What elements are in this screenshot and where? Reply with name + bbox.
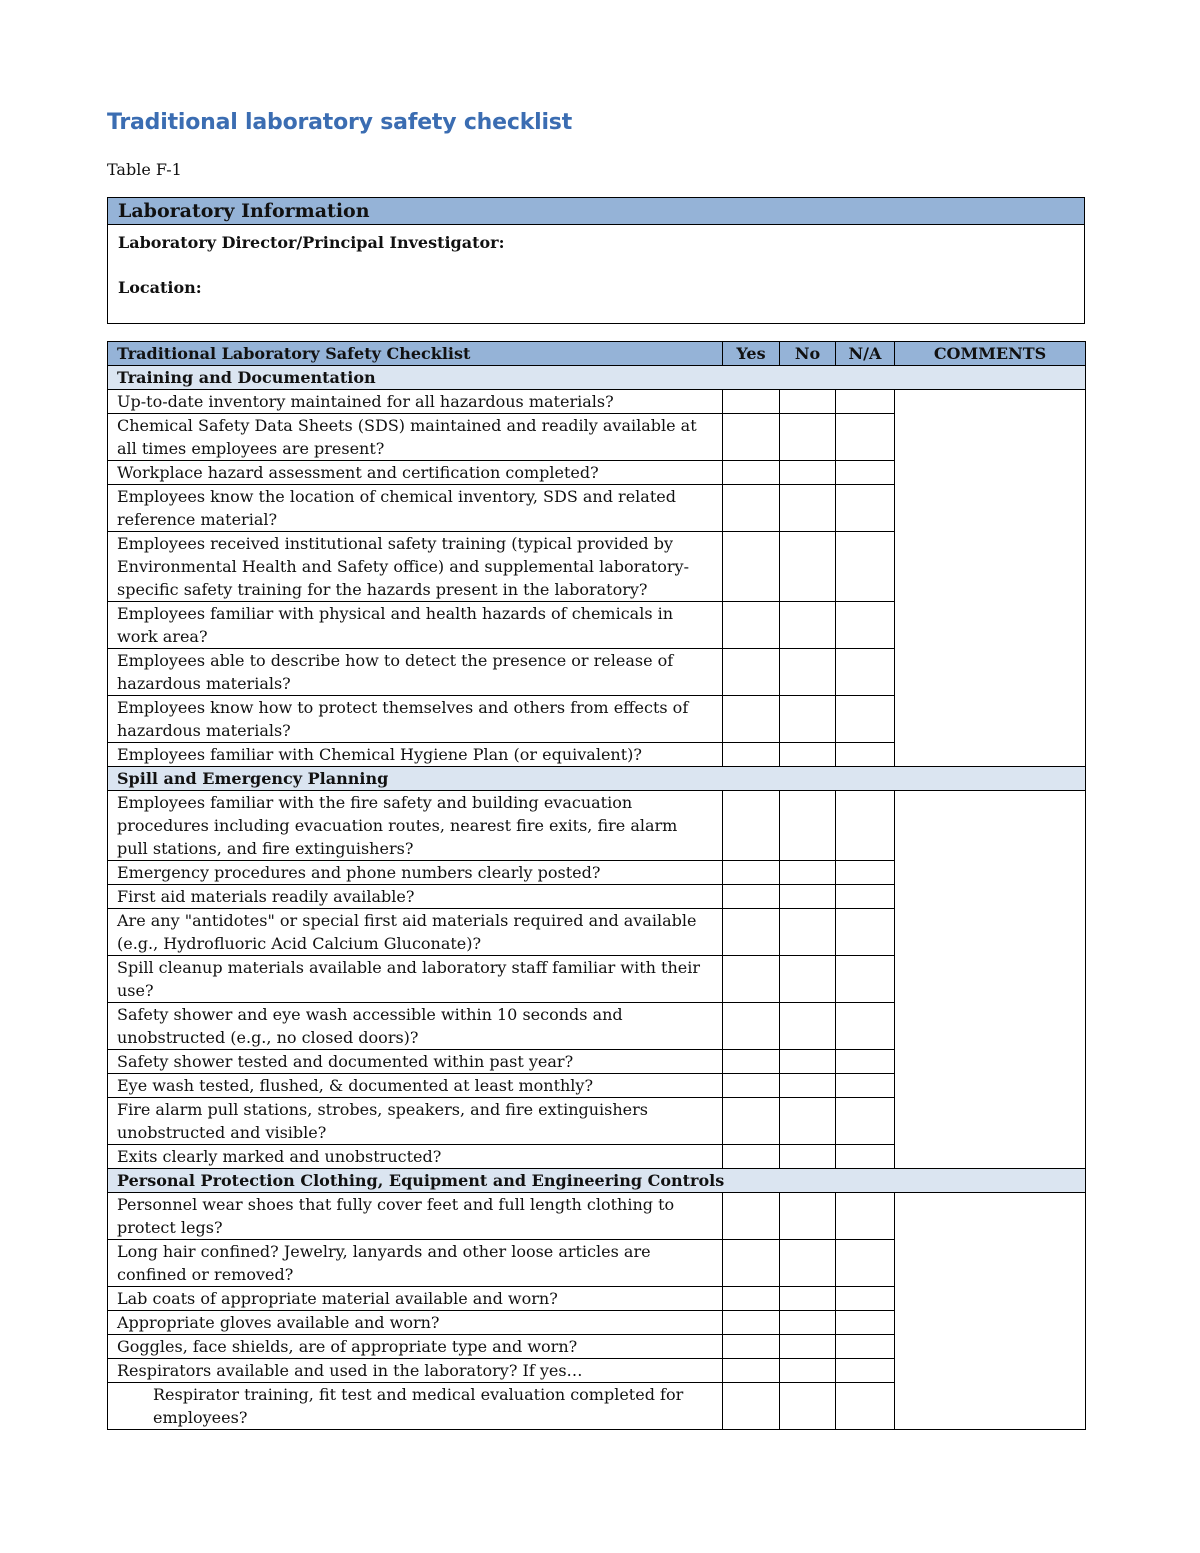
checklist-row <box>108 1193 1086 1240</box>
header-item: Traditional Laboratory Safety Checklist <box>108 342 723 366</box>
na-cell[interactable] <box>836 1193 895 1240</box>
no-cell[interactable] <box>780 485 836 532</box>
na-cell[interactable] <box>836 532 895 602</box>
na-cell[interactable] <box>836 1335 895 1359</box>
checklist-question: Employees familiar with Chemical Hygiene Plan (or equivalent)? <box>108 743 723 767</box>
na-cell[interactable] <box>836 909 895 956</box>
checklist-question: Emergency procedures and phone numbers clearly posted? <box>108 861 723 885</box>
checklist-question: Exits clearly marked and unobstructed? <box>108 1145 723 1169</box>
na-cell[interactable] <box>836 956 895 1003</box>
checklist-question: Personnel wear shoes that fully cover feet and full length clothing to protect legs? <box>108 1193 723 1240</box>
yes-cell[interactable] <box>723 861 780 885</box>
no-cell[interactable] <box>780 1145 836 1169</box>
no-cell[interactable] <box>780 1003 836 1050</box>
no-cell[interactable] <box>780 649 836 696</box>
no-cell[interactable] <box>780 885 836 909</box>
info-heading: Laboratory Information <box>108 198 1085 225</box>
no-cell[interactable] <box>780 1098 836 1145</box>
section-row <box>108 767 1086 791</box>
no-cell[interactable] <box>780 602 836 649</box>
checklist-question: Fire alarm pull stations, strobes, speakers, and fire extinguishers unobstructed and visible? <box>108 1098 723 1145</box>
no-cell[interactable] <box>780 1359 836 1383</box>
checklist-question: Up-to-date inventory maintained for all hazardous materials? <box>108 390 723 414</box>
na-cell[interactable] <box>836 1383 895 1430</box>
na-cell[interactable] <box>836 1145 895 1169</box>
yes-cell[interactable] <box>723 1074 780 1098</box>
section-row <box>108 1169 1086 1193</box>
no-cell[interactable] <box>780 791 836 861</box>
na-cell[interactable] <box>836 743 895 767</box>
no-cell[interactable] <box>780 1074 836 1098</box>
na-cell[interactable] <box>836 1287 895 1311</box>
yes-cell[interactable] <box>723 602 780 649</box>
na-cell[interactable] <box>836 1003 895 1050</box>
checklist-row <box>108 390 1086 414</box>
no-cell[interactable] <box>780 1193 836 1240</box>
checklist-question: Safety shower and eye wash accessible within 10 seconds and unobstructed (e.g., no closed doors)? <box>108 1003 723 1050</box>
section-row <box>108 366 1086 390</box>
no-cell[interactable] <box>780 1240 836 1287</box>
checklist-question: Goggles, face shields, are of appropriate type and worn? <box>108 1335 723 1359</box>
checklist-question: First aid materials readily available? <box>108 885 723 909</box>
laboratory-info-table <box>107 197 1085 324</box>
checklist-question: Employees familiar with the fire safety and building evacuation procedures including evacuation routes, nearest fire exits, fire alarm pull stations, and fire extinguishers? <box>108 791 723 861</box>
no-cell[interactable] <box>780 414 836 461</box>
yes-cell[interactable] <box>723 485 780 532</box>
checklist-question: Respirators available and used in the laboratory? If yes… <box>108 1359 723 1383</box>
header-no: No <box>780 342 836 366</box>
yes-cell[interactable] <box>723 1287 780 1311</box>
info-body <box>108 225 1085 324</box>
yes-cell[interactable] <box>723 1240 780 1287</box>
header-na: N/A <box>836 342 895 366</box>
no-cell[interactable] <box>780 461 836 485</box>
checklist-question: Workplace hazard assessment and certification completed? <box>108 461 723 485</box>
yes-cell[interactable] <box>723 1050 780 1074</box>
yes-cell[interactable] <box>723 743 780 767</box>
na-cell[interactable] <box>836 649 895 696</box>
yes-cell[interactable] <box>723 885 780 909</box>
na-cell[interactable] <box>836 461 895 485</box>
section-title: Personal Protection Clothing, Equipment and Engineering Controls <box>108 1169 1086 1193</box>
na-cell[interactable] <box>836 791 895 861</box>
yes-cell[interactable] <box>723 1335 780 1359</box>
yes-cell[interactable] <box>723 1383 780 1430</box>
comments-cell[interactable] <box>895 1193 1086 1430</box>
yes-cell[interactable] <box>723 1098 780 1145</box>
no-cell[interactable] <box>780 909 836 956</box>
no-cell[interactable] <box>780 1335 836 1359</box>
na-cell[interactable] <box>836 861 895 885</box>
header-comments: COMMENTS <box>895 342 1086 366</box>
yes-cell[interactable] <box>723 956 780 1003</box>
na-cell[interactable] <box>836 1240 895 1287</box>
checklist-question: Are any "antidotes" or special first aid materials required and available (e.g., Hydrofluoric Acid Calcium Gluconate)? <box>108 909 723 956</box>
location-label: Location: <box>118 278 202 297</box>
yes-cell[interactable] <box>723 532 780 602</box>
checklist-question: Employees familiar with physical and health hazards of chemicals in work area? <box>108 602 723 649</box>
yes-cell[interactable] <box>723 649 780 696</box>
yes-cell[interactable] <box>723 1003 780 1050</box>
checklist-question: Employees able to describe how to detect the presence or release of hazardous materials? <box>108 649 723 696</box>
checklist-question: Appropriate gloves available and worn? <box>108 1311 723 1335</box>
checklist-question: Eye wash tested, flushed, & documented at least monthly? <box>108 1074 723 1098</box>
yes-cell[interactable] <box>723 414 780 461</box>
yes-cell[interactable] <box>723 1311 780 1335</box>
section-title: Training and Documentation <box>108 366 1086 390</box>
no-cell[interactable] <box>780 1383 836 1430</box>
na-cell[interactable] <box>836 485 895 532</box>
checklist-question: Long hair confined? Jewelry, lanyards and other loose articles are confined or removed? <box>108 1240 723 1287</box>
checklist-question: Employees know how to protect themselves and others from effects of hazardous materials? <box>108 696 723 743</box>
na-cell[interactable] <box>836 1050 895 1074</box>
checklist-question: Employees know the location of chemical inventory, SDS and related reference material? <box>108 485 723 532</box>
safety-checklist-table <box>107 341 1086 1430</box>
yes-cell[interactable] <box>723 696 780 743</box>
yes-cell[interactable] <box>723 909 780 956</box>
comments-cell[interactable] <box>895 791 1086 1169</box>
yes-cell[interactable] <box>723 1193 780 1240</box>
na-cell[interactable] <box>836 414 895 461</box>
checklist-question: Safety shower tested and documented within past year? <box>108 1050 723 1074</box>
checklist-question: Respirator training, fit test and medical evaluation completed for employees? <box>108 1383 723 1430</box>
yes-cell[interactable] <box>723 791 780 861</box>
na-cell[interactable] <box>836 1074 895 1098</box>
header-yes: Yes <box>723 342 780 366</box>
yes-cell[interactable] <box>723 1359 780 1383</box>
no-cell[interactable] <box>780 956 836 1003</box>
na-cell[interactable] <box>836 885 895 909</box>
checklist-question: Chemical Safety Data Sheets (SDS) maintained and readily available at all times employees are present? <box>108 414 723 461</box>
na-cell[interactable] <box>836 602 895 649</box>
no-cell[interactable] <box>780 532 836 602</box>
no-cell[interactable] <box>780 743 836 767</box>
no-cell[interactable] <box>780 861 836 885</box>
na-cell[interactable] <box>836 1098 895 1145</box>
no-cell[interactable] <box>780 1287 836 1311</box>
checklist-question: Employees received institutional safety training (typical provided by Environmental Health and Safety office) and supplemental laboratory-specific safety training for the hazards present in the laboratory? <box>108 532 723 602</box>
no-cell[interactable] <box>780 390 836 414</box>
na-cell[interactable] <box>836 1311 895 1335</box>
checklist-row <box>108 791 1086 861</box>
no-cell[interactable] <box>780 1050 836 1074</box>
section-title: Spill and Emergency Planning <box>108 767 1086 791</box>
director-label: Laboratory Director/Principal Investigator: <box>118 233 505 252</box>
yes-cell[interactable] <box>723 1145 780 1169</box>
comments-cell[interactable] <box>895 390 1086 767</box>
na-cell[interactable] <box>836 1359 895 1383</box>
no-cell[interactable] <box>780 696 836 743</box>
na-cell[interactable] <box>836 696 895 743</box>
table-caption: Table F-1 <box>107 160 182 179</box>
page-title: Traditional laboratory safety checklist <box>107 110 573 135</box>
no-cell[interactable] <box>780 1311 836 1335</box>
checklist-question: Spill cleanup materials available and laboratory staff familiar with their use? <box>108 956 723 1003</box>
yes-cell[interactable] <box>723 390 780 414</box>
checklist-header-row <box>108 342 1086 366</box>
yes-cell[interactable] <box>723 461 780 485</box>
checklist-question: Lab coats of appropriate material available and worn? <box>108 1287 723 1311</box>
na-cell[interactable] <box>836 390 895 414</box>
